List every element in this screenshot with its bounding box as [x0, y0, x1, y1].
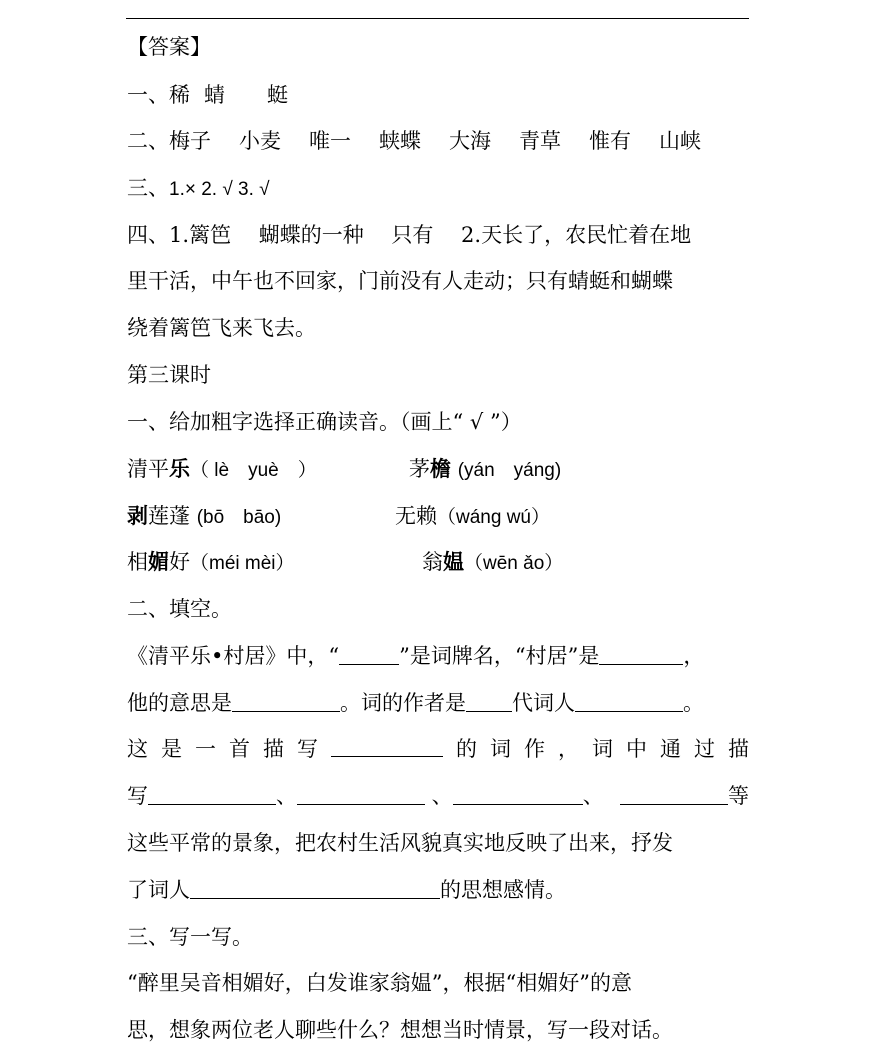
fill-blank[interactable] — [339, 642, 399, 665]
answer-3-text: 1.× 2. √ 3. √ — [169, 179, 270, 200]
fill-blank[interactable] — [466, 689, 512, 712]
question-3-title: 三、写一写。 — [127, 925, 253, 949]
answer-4-line-2: 里干活，中午也不回家，门前没有人走动；只有蜻蜓和蝴蝶 — [127, 269, 673, 293]
fill-line-4: 写 、 、 、 等 — [127, 784, 749, 808]
fill-blank[interactable] — [148, 782, 276, 805]
answer-4-text: 1.篱笆 蝴蝶的一种 只有 2.天长了，农民忙着在地 — [169, 223, 692, 247]
pinyin-item: 清平乐（ lè yuè ） — [127, 456, 317, 481]
answer-4-line-3: 绕着篱笆飞来飞去。 — [127, 316, 316, 340]
fill-line-1: 《清平乐•村居》中，“ ”是词牌名，“村居”是 ， — [127, 644, 705, 668]
answer-2-word: 青草 — [519, 129, 561, 153]
answer-4-label: 四、 — [127, 223, 169, 247]
fill-blank[interactable] — [620, 782, 728, 805]
answer-1-word: 稀 — [169, 83, 190, 107]
pinyin-item: 翁媪（wēn ǎo） — [422, 549, 564, 574]
answer-3 — [127, 173, 749, 205]
pinyin-item: 相媚好（méi mèi） — [127, 549, 295, 574]
fill-blank[interactable] — [453, 782, 583, 805]
pinyin-row-1 — [127, 454, 749, 486]
answer-1-label: 一、 — [127, 83, 169, 107]
question-3-line-1: “醉里吴音相媚好，白发谁家翁媪”，根据“相媚好”的意 — [127, 971, 632, 995]
answer-2-word: 惟有 — [589, 129, 631, 153]
answer-3-label: 三、 — [127, 176, 169, 200]
answer-2-word: 小麦 — [239, 129, 281, 153]
pinyin-item: 剥莲蓬 (bō bāo) — [127, 503, 282, 528]
lesson-3-title: 第三课时 — [127, 363, 211, 387]
answer-2-label: 二、 — [127, 129, 169, 153]
fill-blank[interactable] — [232, 689, 340, 712]
fill-line-6: 了词人 的思想感情。 — [127, 878, 566, 902]
header-rule — [126, 18, 749, 19]
answer-2-word: 大海 — [449, 129, 491, 153]
answer-4-line-1 — [127, 220, 749, 250]
fill-blank[interactable] — [331, 734, 443, 757]
answer-2-word: 唯一 — [309, 129, 351, 153]
answer-2-word: 梅子 — [169, 129, 211, 153]
fill-blank[interactable] — [297, 782, 425, 805]
pinyin-item: 无赖（wáng wú） — [395, 504, 550, 528]
answer-1 — [127, 80, 749, 110]
answer-2-word: 蛱蝶 — [379, 129, 421, 153]
pinyin-row-3 — [127, 547, 749, 579]
answer-1-word: 蜓 — [267, 83, 288, 107]
fill-line-2: 他的意思是 。词的作者是 代词人 。 — [127, 691, 704, 715]
fill-blank[interactable] — [599, 642, 683, 665]
question-3-line-2: 思，想象两位老人聊些什么？想想当时情景，写一段对话。 — [127, 1018, 673, 1042]
answer-heading: 【答案】 — [127, 35, 211, 59]
answer-2 — [127, 126, 749, 156]
pinyin-item: 茅檐 (yán yáng) — [409, 456, 562, 481]
fill-line-3: 这 是 一 首 描 写 的 词 作 ， 词 中 通 过 描 — [127, 734, 749, 764]
fill-blank[interactable] — [190, 876, 440, 899]
fill-line-5: 这些平常的景象，把农村生活风貌真实地反映了出来，抒发 — [127, 831, 673, 855]
question-2-title: 二、填空。 — [127, 597, 232, 621]
answer-2-word: 山峡 — [659, 129, 701, 153]
question-1-title: 一、给加粗字选择正确读音。（画上“ √ ”） — [127, 410, 522, 434]
answer-1-word: 蜻 — [204, 83, 225, 107]
fill-blank[interactable] — [575, 689, 683, 712]
pinyin-row-2 — [127, 501, 749, 533]
